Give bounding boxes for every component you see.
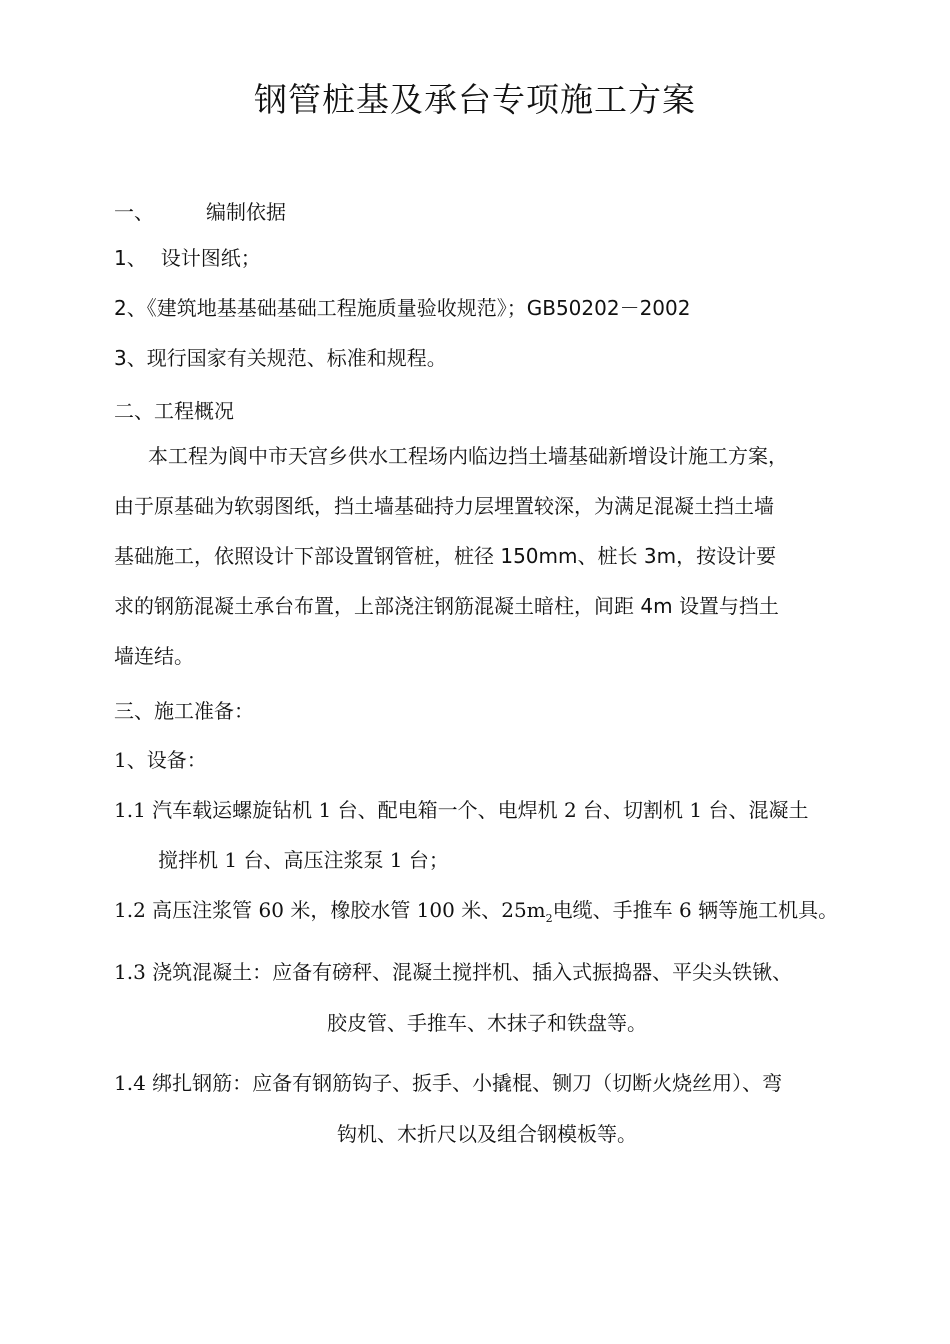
basis-item-1 — [114, 243, 261, 273]
basis-item-1-text: 设计图纸； — [160, 246, 261, 270]
basis-item-2-number: 2、 — [114, 296, 147, 320]
section-1-number: 一、 — [114, 200, 154, 224]
column-spacing: 4m — [640, 594, 673, 618]
pile-diameter: 150mm — [500, 544, 578, 568]
basis-item-1-number: 1、 — [114, 246, 147, 270]
overview-line-3-b: 、桩长 — [577, 544, 638, 568]
document-title: 钢管桩基及承台专项施工方案 — [254, 80, 696, 119]
basis-item-2 — [114, 293, 690, 323]
basis-item-3-number: 3、 — [114, 346, 147, 370]
overview-line-4-a: 求的钢筋混凝土承台布置，上部浇注钢筋混凝土暗柱，间距 — [114, 594, 634, 618]
equipment-item-1-1-line-1: 1.1 汽车载运螺旋钻机 1 台、配电箱一个、电焊机 2 台、切割机 1 台、混凝土 — [114, 798, 809, 822]
overview-line-4-b: 设置与挡土 — [678, 594, 779, 618]
overview-line-2: 由于原基础为软弱图纸，挡土墙基础持力层埋置较深，为满足混凝土挡土墙 — [114, 494, 774, 518]
equipment-item-1-2 — [114, 895, 838, 934]
section-1-heading — [114, 197, 286, 227]
section-2-heading: 二、工程概况 — [114, 399, 234, 423]
equipment-item-1-3 — [114, 957, 860, 1038]
overview-line-4 — [114, 581, 860, 631]
equipment-item-1-2-text-b: 电缆、手推车 6 辆等施工机具。 — [552, 898, 839, 922]
overview-line-1: 本工程为阆中市天宫乡供水工程场内临边挡土墙基础新增设计施工方案， — [148, 444, 788, 468]
equipment-item-1-2-text-a: 1.2 高压注浆管 60 米，橡胶水管 100 米、25m — [114, 898, 546, 922]
equipment-item-1-1 — [114, 795, 860, 875]
basis-item-2-code: GB50202－2002 — [526, 296, 691, 320]
section-1-title: 编制依据 — [206, 200, 286, 224]
basis-item-2-text: 《建筑地基基础基础工程施质量验收规范》； — [146, 296, 527, 320]
square-superscript: 2 — [545, 912, 553, 925]
equipment-item-1-1-line-2: 搅拌机 1 台、高压注浆泵 1 台； — [158, 848, 449, 872]
equipment-item-1-3-line-2: 胶皮管、手推车、木抹子和铁盘等。 — [327, 1011, 647, 1035]
equipment-item-1-3-line-1: 1.3 浇筑混凝土：应备有磅秤、混凝土搅拌机、插入式振捣器、平尖头铁锹、 — [114, 960, 793, 984]
basis-item-3 — [114, 343, 447, 373]
pile-length: 3m — [643, 544, 677, 568]
basis-item-3-text: 现行国家有关规范、标准和规程。 — [146, 346, 447, 370]
section-3-heading: 三、施工准备： — [114, 699, 254, 723]
overview-line-3-c: ，按设计要 — [676, 544, 777, 568]
project-overview-paragraph — [114, 431, 860, 681]
equipment-item-1-4-line-1: 1.4 绑扎钢筋：应备有钢筋钩子、扳手、小撬棍、铡刀（切断火烧丝用）、弯 — [114, 1071, 783, 1095]
equipment-item-1-4-line-2: 钩机、木折尺以及组合钢模板等。 — [337, 1122, 637, 1146]
overview-line-5: 墙连结。 — [114, 644, 194, 668]
equipment-item-1-4 — [114, 1068, 860, 1149]
overview-line-3 — [114, 531, 860, 581]
overview-line-3-a: 基础施工，依照设计下部设置钢管桩，桩径 — [114, 544, 494, 568]
equipment-heading: 1、设备： — [114, 748, 207, 772]
